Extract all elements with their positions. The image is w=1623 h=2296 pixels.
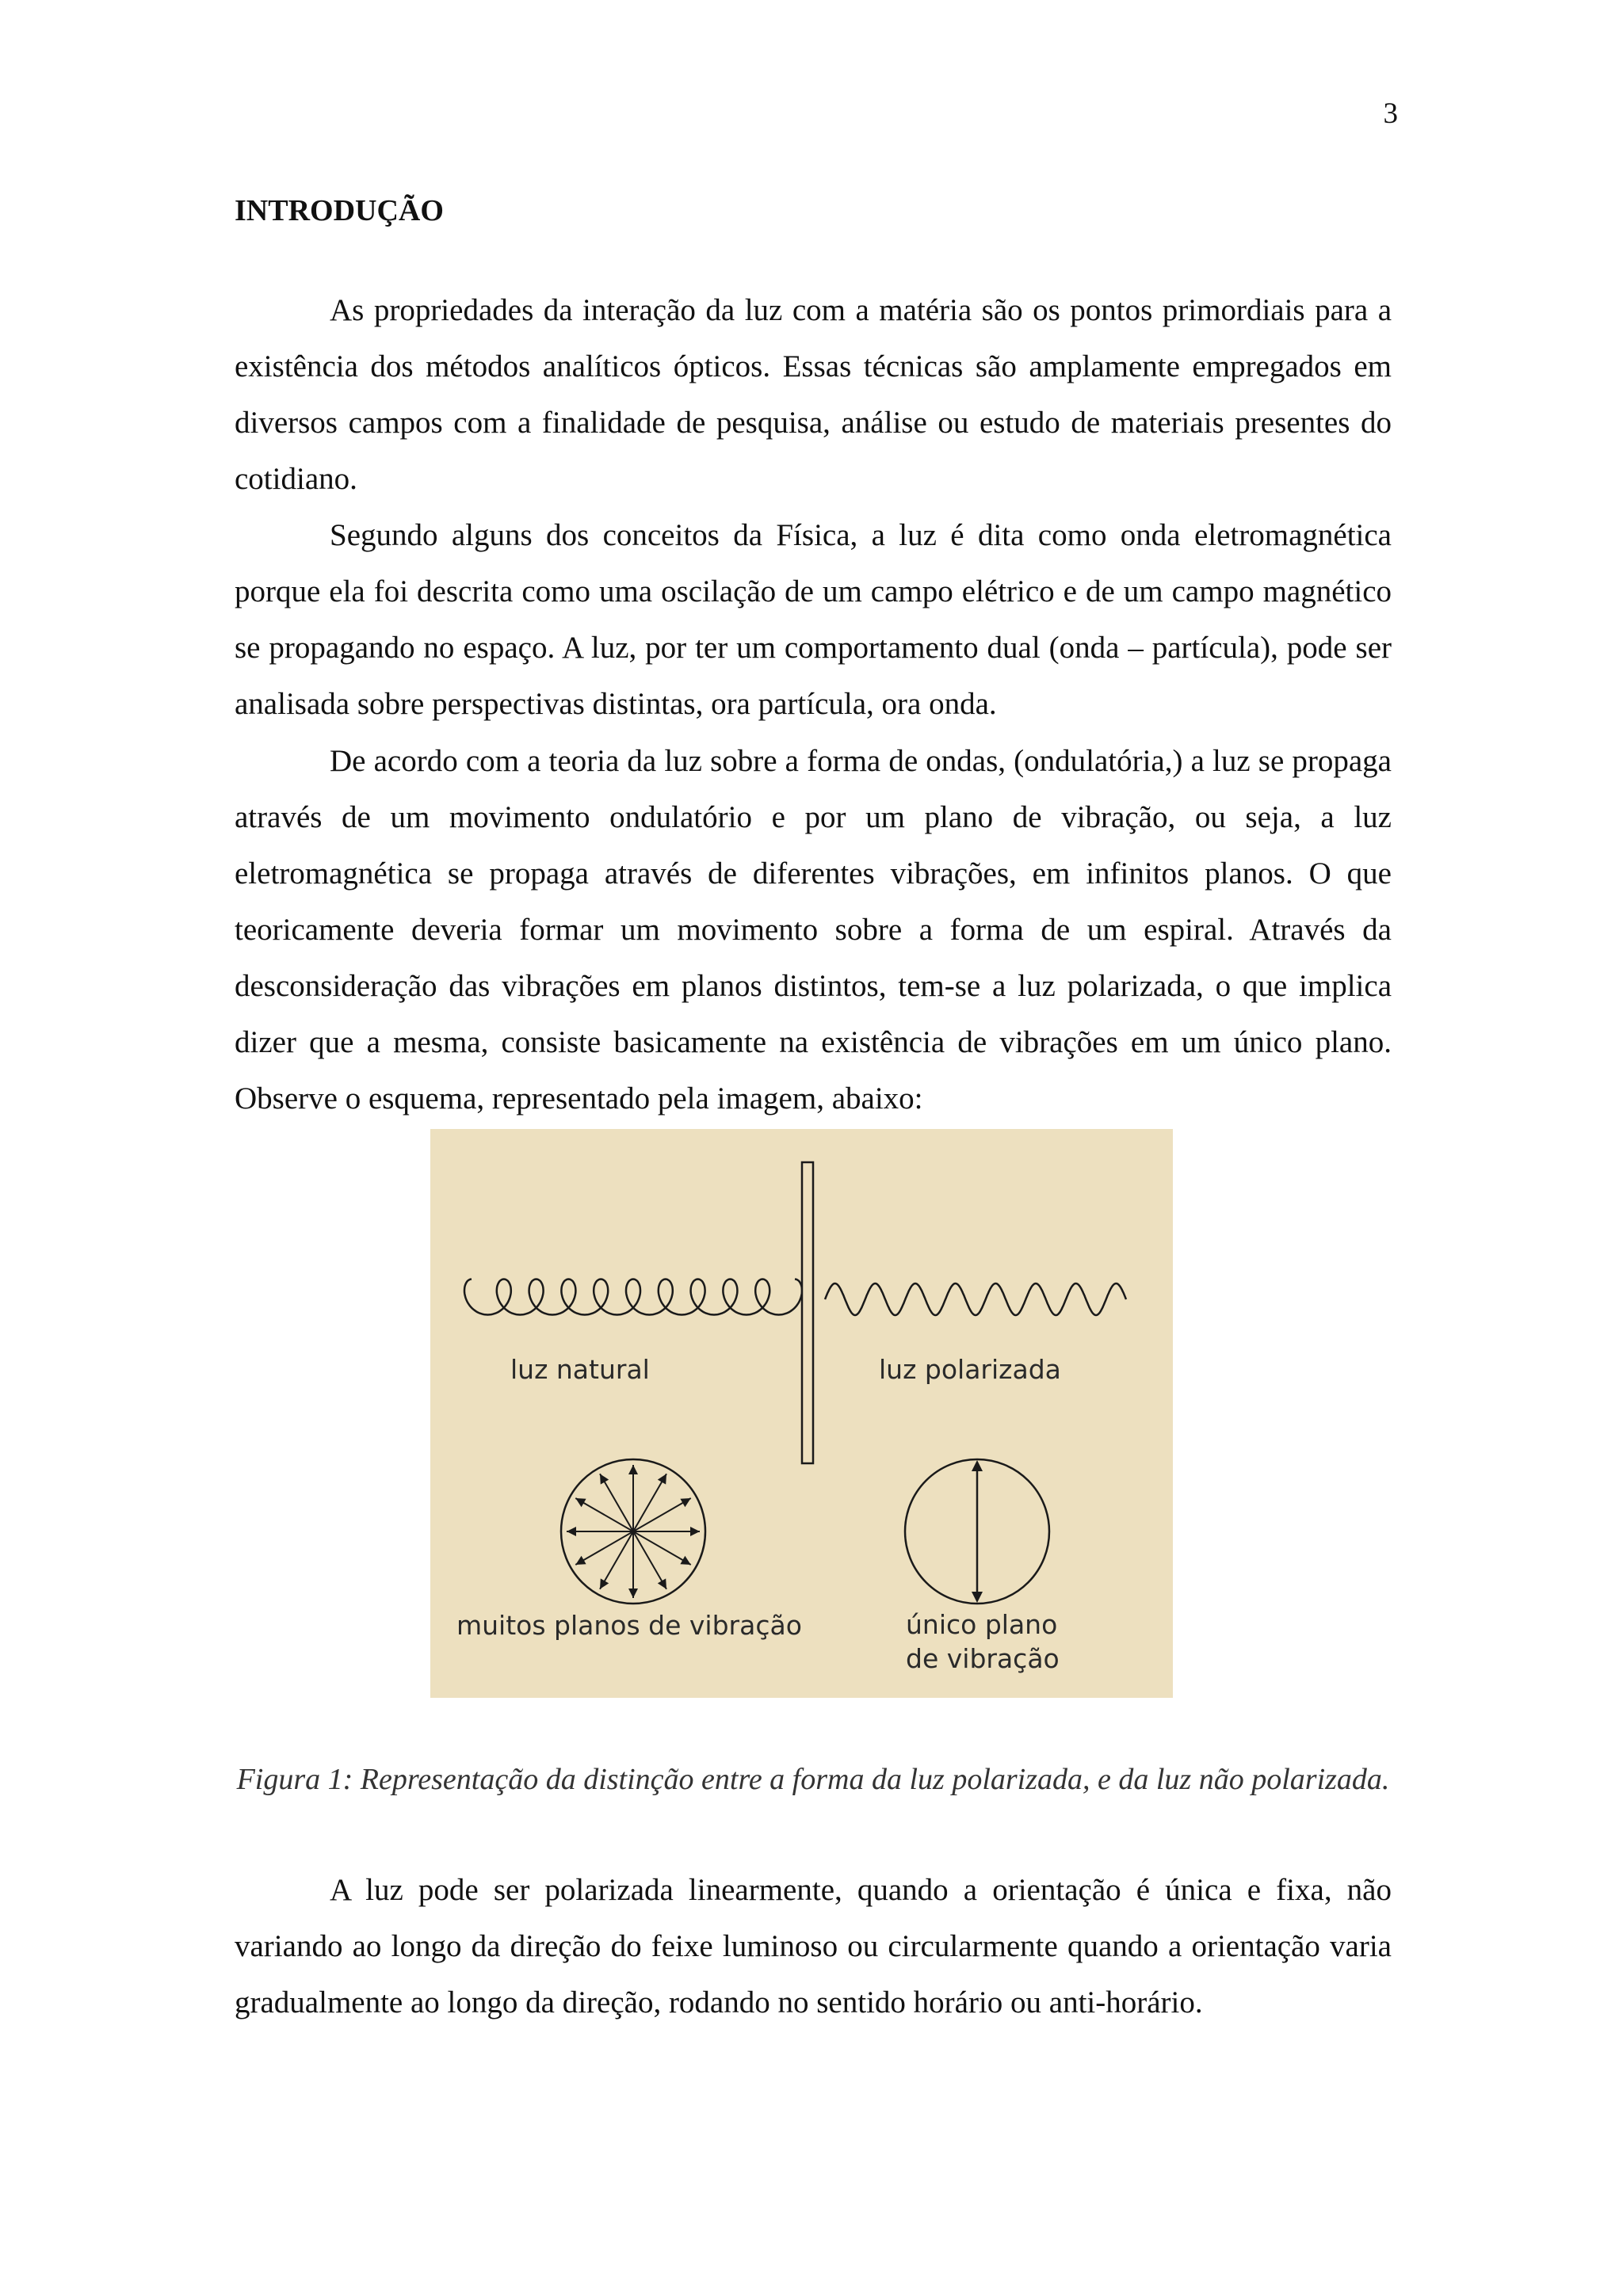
polarized-light-wave: [825, 1283, 1126, 1315]
arrowhead-icon: [628, 1465, 638, 1474]
paragraph-2: Segundo alguns dos conceitos da Física, a luz é dita como onda eletromagnética porque ela foi descrita como uma oscilação de um campo elétrico e de um campo magnético se propagando no espaço. A luz, por ter um comportamento dual (onda – partícula), pode ser analisada sobre perspectivas distintas, ora partícula, ora onda.: [235, 518, 1392, 721]
single-plane-label-line2: de vibração: [906, 1643, 1060, 1674]
natural-light-label: luz natural: [510, 1354, 650, 1385]
single-plane-circle: [905, 1459, 1049, 1604]
page-number: 3: [1383, 97, 1398, 130]
paragraph-1: As propriedades da interação da luz com a matéria são os pontos primordiais para a existência dos métodos analíticos ópticos. Essas técnicas são amplamente empregados em diversos campos com a finalidade de pesquisa, análise ou estudo de materiais presentes do cotidiano.: [235, 293, 1392, 496]
natural-light-coil-wave: [464, 1280, 802, 1315]
paragraph-3: De acordo com a teoria da luz sobre a forma de ondas, (ondulatória,) a luz se propaga através de um movimento ondulatório e por um plano de vibração, ou seja, a luz eletromagnética se propaga através de diferentes vibrações, em infinitos planos. O que teoricamente deveria formar um movimento sobre a forma de um espiral. Através da desconsideração das vibrações em planos distintos, tem-se a luz polarizada, o que implica dizer que a mesma, consiste basicamente na existência de vibrações em um único plano. Observe o esquema, representado pela imagem, abaixo:: [235, 744, 1392, 1116]
arrowhead-icon: [690, 1527, 700, 1536]
arrowhead-up-icon: [972, 1460, 983, 1471]
polarization-figure: [430, 1129, 1173, 1698]
arrowhead-icon: [628, 1589, 638, 1598]
vibration-arrows: [567, 1465, 700, 1598]
polarizer-filter: [802, 1162, 813, 1463]
figure-caption: Figura 1: Representação da distinção entre a forma da luz polarizada, e da luz não polarizada.: [236, 1763, 1390, 1796]
many-planes-label: muitos planos de vibração: [456, 1610, 802, 1641]
polarized-light-label: luz polarizada: [879, 1354, 1061, 1385]
arrowhead-down-icon: [972, 1592, 983, 1603]
section-heading: INTRODUÇÃO: [235, 194, 444, 227]
polarization-diagram: [430, 1129, 1173, 1698]
paragraph-4: A luz pode ser polarizada linearmente, quando a orientação é única e fixa, não variando ao longo da direção do feixe luminoso ou circularmente quando a orientação varia gradualmente ao longo da direção, rodando no sentido horário ou anti-horário.: [235, 1873, 1392, 2019]
many-planes-circle: [561, 1459, 705, 1604]
arrowhead-icon: [567, 1527, 576, 1536]
single-plane-label-line1: único plano: [906, 1609, 1058, 1640]
